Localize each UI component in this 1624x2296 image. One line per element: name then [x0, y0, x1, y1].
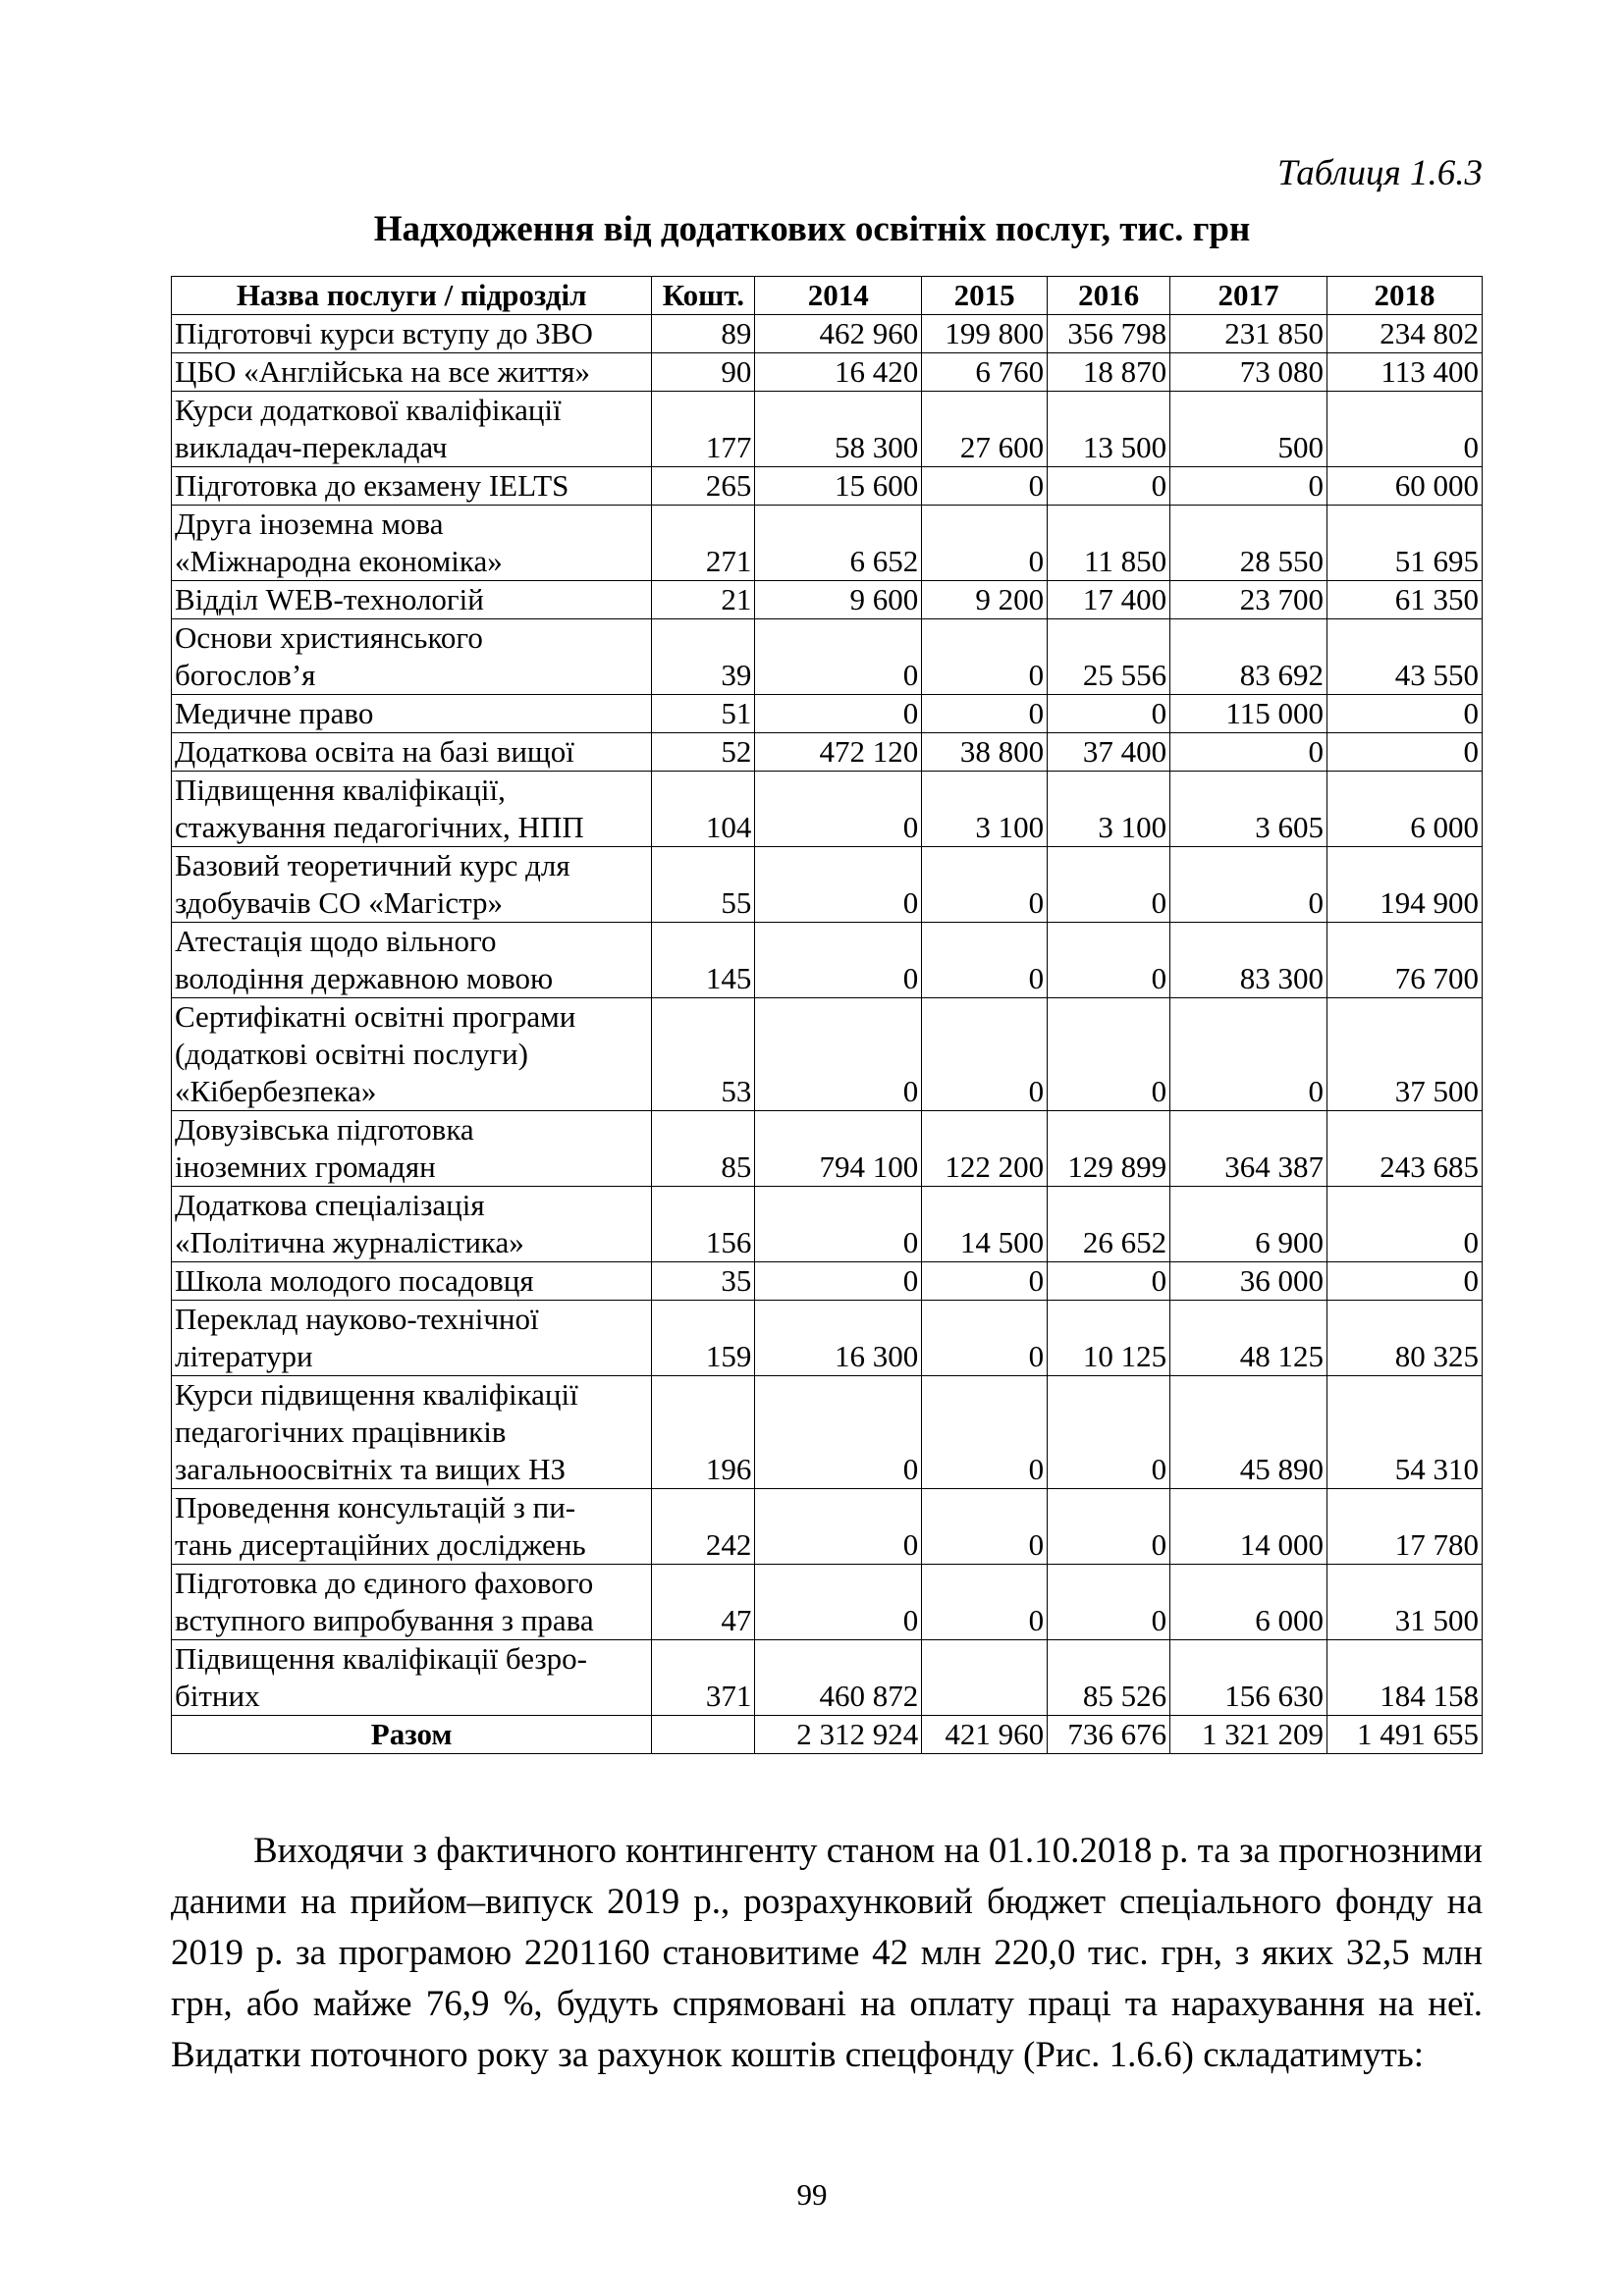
table-row [172, 1489, 1483, 1565]
service-name-cell: Додаткова спеціалізація «Політична журналістика» [172, 1187, 652, 1262]
total-row [172, 1716, 1483, 1754]
code-cell: 53 [652, 998, 755, 1111]
value-2016-cell: 0 [1048, 1565, 1170, 1640]
code-cell: 55 [652, 847, 755, 923]
code-cell: 52 [652, 733, 755, 772]
value-2015-cell: 0 [922, 1301, 1048, 1376]
service-name-cell: Відділ WEB-технологій [172, 581, 652, 619]
total-2018-cell: 1 491 655 [1327, 1716, 1483, 1754]
value-2017-cell: 28 550 [1170, 506, 1327, 581]
value-2015-cell: 0 [922, 1262, 1048, 1301]
code-cell: 265 [652, 467, 755, 506]
code-cell: 271 [652, 506, 755, 581]
value-2016-cell: 85 526 [1048, 1640, 1170, 1716]
column-header-2018: 2018 [1327, 277, 1483, 315]
value-2017-cell: 0 [1170, 847, 1327, 923]
value-2017-cell: 231 850 [1170, 315, 1327, 353]
page-number: 99 [796, 2177, 828, 2212]
code-cell: 196 [652, 1376, 755, 1489]
value-2014-cell: 0 [755, 772, 922, 847]
value-2014-cell: 0 [755, 998, 922, 1111]
value-2014-cell: 794 100 [755, 1111, 922, 1187]
value-2018-cell: 0 [1327, 695, 1483, 733]
service-name-cell: Сертифікатні освітні програми (додаткові освітні послуги) «Кібербезпека» [172, 998, 652, 1111]
service-name-cell: Базовий теоретичний курс для здобувачів СО «Магістр» [172, 847, 652, 923]
value-2017-cell: 14 000 [1170, 1489, 1327, 1565]
table-label: Таблиця 1.6.3 [1276, 153, 1483, 193]
service-name-cell: ЦБО «Англійська на все життя» [172, 353, 652, 392]
value-2016-cell: 17 400 [1048, 581, 1170, 619]
value-2016-cell: 3 100 [1048, 772, 1170, 847]
value-2017-cell: 23 700 [1170, 581, 1327, 619]
value-2018-cell: 194 900 [1327, 847, 1483, 923]
table-row [172, 695, 1483, 733]
service-name-cell: Проведення консультацій з пи- тань дисертаційних досліджень [172, 1489, 652, 1565]
table-row [172, 1301, 1483, 1376]
value-2016-cell: 0 [1048, 695, 1170, 733]
code-cell: 156 [652, 1187, 755, 1262]
table-row [172, 1187, 1483, 1262]
value-2014-cell: 16 420 [755, 353, 922, 392]
value-2015-cell: 122 200 [922, 1111, 1048, 1187]
total-code-cell [652, 1716, 755, 1754]
code-cell: 39 [652, 619, 755, 695]
table-row [172, 998, 1483, 1111]
value-2017-cell: 83 300 [1170, 923, 1327, 998]
total-2017-cell: 1 321 209 [1170, 1716, 1327, 1754]
code-cell: 35 [652, 1262, 755, 1301]
total-label: Разом [172, 1716, 652, 1754]
service-name-cell: Додаткова освіта на базі вищої [172, 733, 652, 772]
value-2016-cell: 0 [1048, 1489, 1170, 1565]
value-2018-cell: 43 550 [1327, 619, 1483, 695]
value-2015-cell: 0 [922, 998, 1048, 1111]
table-row [172, 772, 1483, 847]
value-2014-cell: 0 [755, 695, 922, 733]
value-2014-cell: 15 600 [755, 467, 922, 506]
value-2017-cell: 0 [1170, 998, 1327, 1111]
table-row [172, 353, 1483, 392]
value-2018-cell: 6 000 [1327, 772, 1483, 847]
total-2016-cell: 736 676 [1048, 1716, 1170, 1754]
value-2017-cell: 3 605 [1170, 772, 1327, 847]
value-2016-cell: 25 556 [1048, 619, 1170, 695]
code-cell: 159 [652, 1301, 755, 1376]
value-2014-cell: 462 960 [755, 315, 922, 353]
value-2016-cell: 0 [1048, 998, 1170, 1111]
code-cell: 47 [652, 1565, 755, 1640]
value-2016-cell: 0 [1048, 923, 1170, 998]
column-header-2017: 2017 [1170, 277, 1327, 315]
value-2017-cell: 45 890 [1170, 1376, 1327, 1489]
code-cell: 21 [652, 581, 755, 619]
value-2018-cell: 243 685 [1327, 1111, 1483, 1187]
value-2018-cell: 113 400 [1327, 353, 1483, 392]
code-cell: 85 [652, 1111, 755, 1187]
value-2016-cell: 0 [1048, 847, 1170, 923]
value-2014-cell: 6 652 [755, 506, 922, 581]
value-2016-cell: 0 [1048, 1262, 1170, 1301]
code-cell: 51 [652, 695, 755, 733]
value-2015-cell: 38 800 [922, 733, 1048, 772]
value-2015-cell: 9 200 [922, 581, 1048, 619]
column-header-2015: 2015 [922, 277, 1048, 315]
code-cell: 104 [652, 772, 755, 847]
code-cell: 89 [652, 315, 755, 353]
value-2017-cell: 48 125 [1170, 1301, 1327, 1376]
service-name-cell: Друга іноземна мова «Міжнародна економіка» [172, 506, 652, 581]
service-name-cell: Довузівська підготовка іноземних громадян [172, 1111, 652, 1187]
value-2015-cell: 0 [922, 1376, 1048, 1489]
value-2015-cell: 0 [922, 1565, 1048, 1640]
revenue-table [171, 276, 1483, 1754]
table-row [172, 581, 1483, 619]
table-row [172, 467, 1483, 506]
value-2015-cell: 0 [922, 695, 1048, 733]
value-2014-cell: 0 [755, 1262, 922, 1301]
value-2015-cell: 3 100 [922, 772, 1048, 847]
value-2018-cell: 37 500 [1327, 998, 1483, 1111]
value-2017-cell: 0 [1170, 733, 1327, 772]
value-2018-cell: 17 780 [1327, 1489, 1483, 1565]
value-2015-cell [922, 1640, 1048, 1716]
value-2015-cell: 0 [922, 847, 1048, 923]
value-2018-cell: 61 350 [1327, 581, 1483, 619]
value-2016-cell: 26 652 [1048, 1187, 1170, 1262]
table-row [172, 1640, 1483, 1716]
total-2015-cell: 421 960 [922, 1716, 1048, 1754]
value-2014-cell: 472 120 [755, 733, 922, 772]
value-2015-cell: 199 800 [922, 315, 1048, 353]
value-2015-cell: 27 600 [922, 392, 1048, 467]
code-cell: 145 [652, 923, 755, 998]
value-2018-cell: 184 158 [1327, 1640, 1483, 1716]
value-2015-cell: 0 [922, 1489, 1048, 1565]
table-row [172, 1262, 1483, 1301]
value-2014-cell: 0 [755, 1376, 922, 1489]
value-2018-cell: 51 695 [1327, 506, 1483, 581]
service-name-cell: Підготовка до екзамену IELTS [172, 467, 652, 506]
value-2015-cell: 14 500 [922, 1187, 1048, 1262]
value-2017-cell: 115 000 [1170, 695, 1327, 733]
value-2015-cell: 0 [922, 923, 1048, 998]
value-2016-cell: 10 125 [1048, 1301, 1170, 1376]
value-2016-cell: 11 850 [1048, 506, 1170, 581]
value-2016-cell: 129 899 [1048, 1111, 1170, 1187]
value-2014-cell: 0 [755, 619, 922, 695]
value-2014-cell: 9 600 [755, 581, 922, 619]
value-2018-cell: 0 [1327, 1187, 1483, 1262]
value-2017-cell: 6 900 [1170, 1187, 1327, 1262]
value-2018-cell: 0 [1327, 1262, 1483, 1301]
table-body [172, 315, 1483, 1754]
value-2017-cell: 36 000 [1170, 1262, 1327, 1301]
service-name-cell: Підготовчі курси вступу до ЗВО [172, 315, 652, 353]
code-cell: 242 [652, 1489, 755, 1565]
table-title: Надходження від додаткових освітніх послуг, тис. грн [373, 209, 1251, 249]
table-row [172, 1111, 1483, 1187]
code-cell: 177 [652, 392, 755, 467]
value-2014-cell: 460 872 [755, 1640, 922, 1716]
table-row [172, 315, 1483, 353]
value-2018-cell: 234 802 [1327, 315, 1483, 353]
value-2016-cell: 13 500 [1048, 392, 1170, 467]
value-2016-cell: 37 400 [1048, 733, 1170, 772]
table-header-row [172, 277, 1483, 315]
value-2014-cell: 0 [755, 1489, 922, 1565]
value-2017-cell: 73 080 [1170, 353, 1327, 392]
service-name-cell: Медичне право [172, 695, 652, 733]
value-2018-cell: 0 [1327, 733, 1483, 772]
value-2018-cell: 60 000 [1327, 467, 1483, 506]
value-2017-cell: 83 692 [1170, 619, 1327, 695]
service-name-cell: Курси підвищення кваліфікації педагогічних працівників загальноосвітніх та вищих НЗ [172, 1376, 652, 1489]
value-2017-cell: 500 [1170, 392, 1327, 467]
table-row [172, 506, 1483, 581]
value-2017-cell: 156 630 [1170, 1640, 1327, 1716]
service-name-cell: Підвищення кваліфікації, стажування педагогічних, НПП [172, 772, 652, 847]
value-2018-cell: 31 500 [1327, 1565, 1483, 1640]
table-row [172, 619, 1483, 695]
service-name-cell: Школа молодого посадовця [172, 1262, 652, 1301]
column-header-2016: 2016 [1048, 277, 1170, 315]
value-2014-cell: 0 [755, 1187, 922, 1262]
service-name-cell: Курси додаткової кваліфікації викладач-перекладач [172, 392, 652, 467]
total-2014-cell: 2 312 924 [755, 1716, 922, 1754]
value-2014-cell: 16 300 [755, 1301, 922, 1376]
table-row [172, 847, 1483, 923]
value-2014-cell: 0 [755, 1565, 922, 1640]
table-row [172, 923, 1483, 998]
table-row [172, 392, 1483, 467]
table-row [172, 1376, 1483, 1489]
value-2014-cell: 0 [755, 847, 922, 923]
value-2018-cell: 80 325 [1327, 1301, 1483, 1376]
value-2017-cell: 364 387 [1170, 1111, 1327, 1187]
value-2017-cell: 0 [1170, 467, 1327, 506]
value-2016-cell: 0 [1048, 467, 1170, 506]
table-row [172, 1565, 1483, 1640]
value-2015-cell: 0 [922, 506, 1048, 581]
value-2015-cell: 0 [922, 467, 1048, 506]
value-2018-cell: 76 700 [1327, 923, 1483, 998]
code-cell: 90 [652, 353, 755, 392]
column-header-name: Назва послуги / підрозділ [172, 277, 652, 315]
service-name-cell: Основи християнського богослов’я [172, 619, 652, 695]
value-2016-cell: 356 798 [1048, 315, 1170, 353]
value-2016-cell: 18 870 [1048, 353, 1170, 392]
value-2015-cell: 0 [922, 619, 1048, 695]
value-2014-cell: 0 [755, 923, 922, 998]
column-header-code: Кошт. [652, 277, 755, 315]
body-paragraph: Виходячи з фактичного контингенту станом на 01.10.2018 р. та за прогнозними даними на прийом–випуск 2019 р., розрахунковий бюджет спеціального фонду на 2019 р. за програмою 2201160 становитиме 42 млн 220,0 тис. грн, з яких 32,5 млн грн, або майже 76,9 %, будуть спрямовані на оплату праці та нарахування на неї. Видатки поточного року за рахунок коштів спецфонду (Рис. 1.6.6) складатимуть: [171, 1831, 1483, 2075]
value-2018-cell: 0 [1327, 392, 1483, 467]
value-2015-cell: 6 760 [922, 353, 1048, 392]
value-2018-cell: 54 310 [1327, 1376, 1483, 1489]
value-2014-cell: 58 300 [755, 392, 922, 467]
code-cell: 371 [652, 1640, 755, 1716]
service-name-cell: Підготовка до єдиного фахового вступного випробування з права [172, 1565, 652, 1640]
service-name-cell: Переклад науково-технічної літератури [172, 1301, 652, 1376]
column-header-2014: 2014 [755, 277, 922, 315]
service-name-cell: Атестація щодо вільного володіння державною мовою [172, 923, 652, 998]
value-2016-cell: 0 [1048, 1376, 1170, 1489]
value-2017-cell: 6 000 [1170, 1565, 1327, 1640]
table-row [172, 733, 1483, 772]
service-name-cell: Підвищення кваліфікації безро- бітних [172, 1640, 652, 1716]
